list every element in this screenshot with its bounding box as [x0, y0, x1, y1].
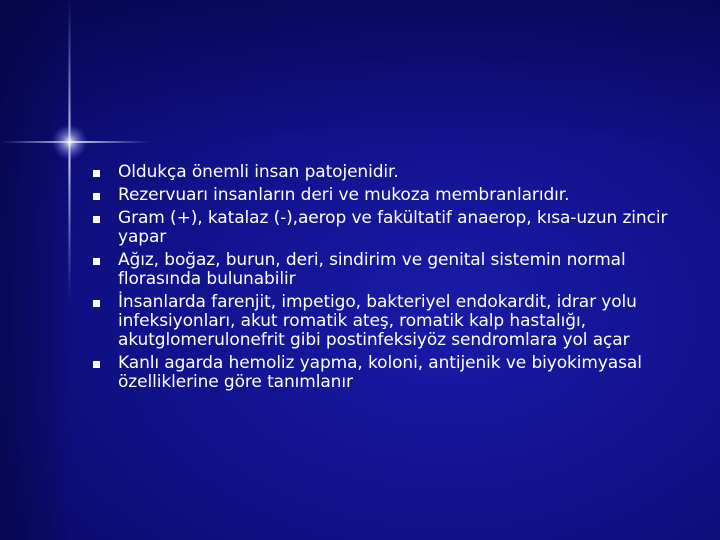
square-bullet-icon: [93, 193, 100, 200]
top-shade-band: [0, 0, 720, 148]
list-item-text: Gram (+), katalaz (-),aerop ve fakültatif anaerop, kısa-uzun zincir yapar: [118, 208, 668, 247]
list-item: [88, 293, 688, 350]
square-bullet-icon: [93, 216, 100, 223]
list-item: [88, 209, 688, 247]
list-item: [88, 251, 688, 289]
square-bullet-icon: [93, 258, 100, 265]
list-item: [88, 186, 688, 205]
list-item: [88, 354, 688, 392]
list-item: [88, 163, 688, 182]
square-bullet-icon: [93, 170, 100, 177]
list-item-text: İnsanlarda farenjit, impetigo, bakteriyel endokardit, idrar yolu infeksiyonları, akut romatik ateş, romatik kalp hastalığı, akutglomerulonefrit gibi postinfeksiyöz sendromlara yol açar: [118, 292, 637, 350]
list-item-text: Rezervuarı insanların deri ve mukoza membranlarıdır.: [118, 185, 570, 205]
list-item-text: Oldukça önemli insan patojenidir.: [118, 162, 399, 182]
square-bullet-icon: [93, 300, 100, 307]
list-item-text: Ağız, boğaz, burun, deri, sindirim ve genital sistemin normal florasında bulunabilir: [118, 250, 626, 289]
square-bullet-icon: [93, 361, 100, 368]
list-item-text: Kanlı agarda hemoliz yapma, koloni, antijenik ve biyokimyasal özelliklerine göre tanımlanır: [118, 353, 642, 392]
bullet-list: [88, 163, 688, 396]
